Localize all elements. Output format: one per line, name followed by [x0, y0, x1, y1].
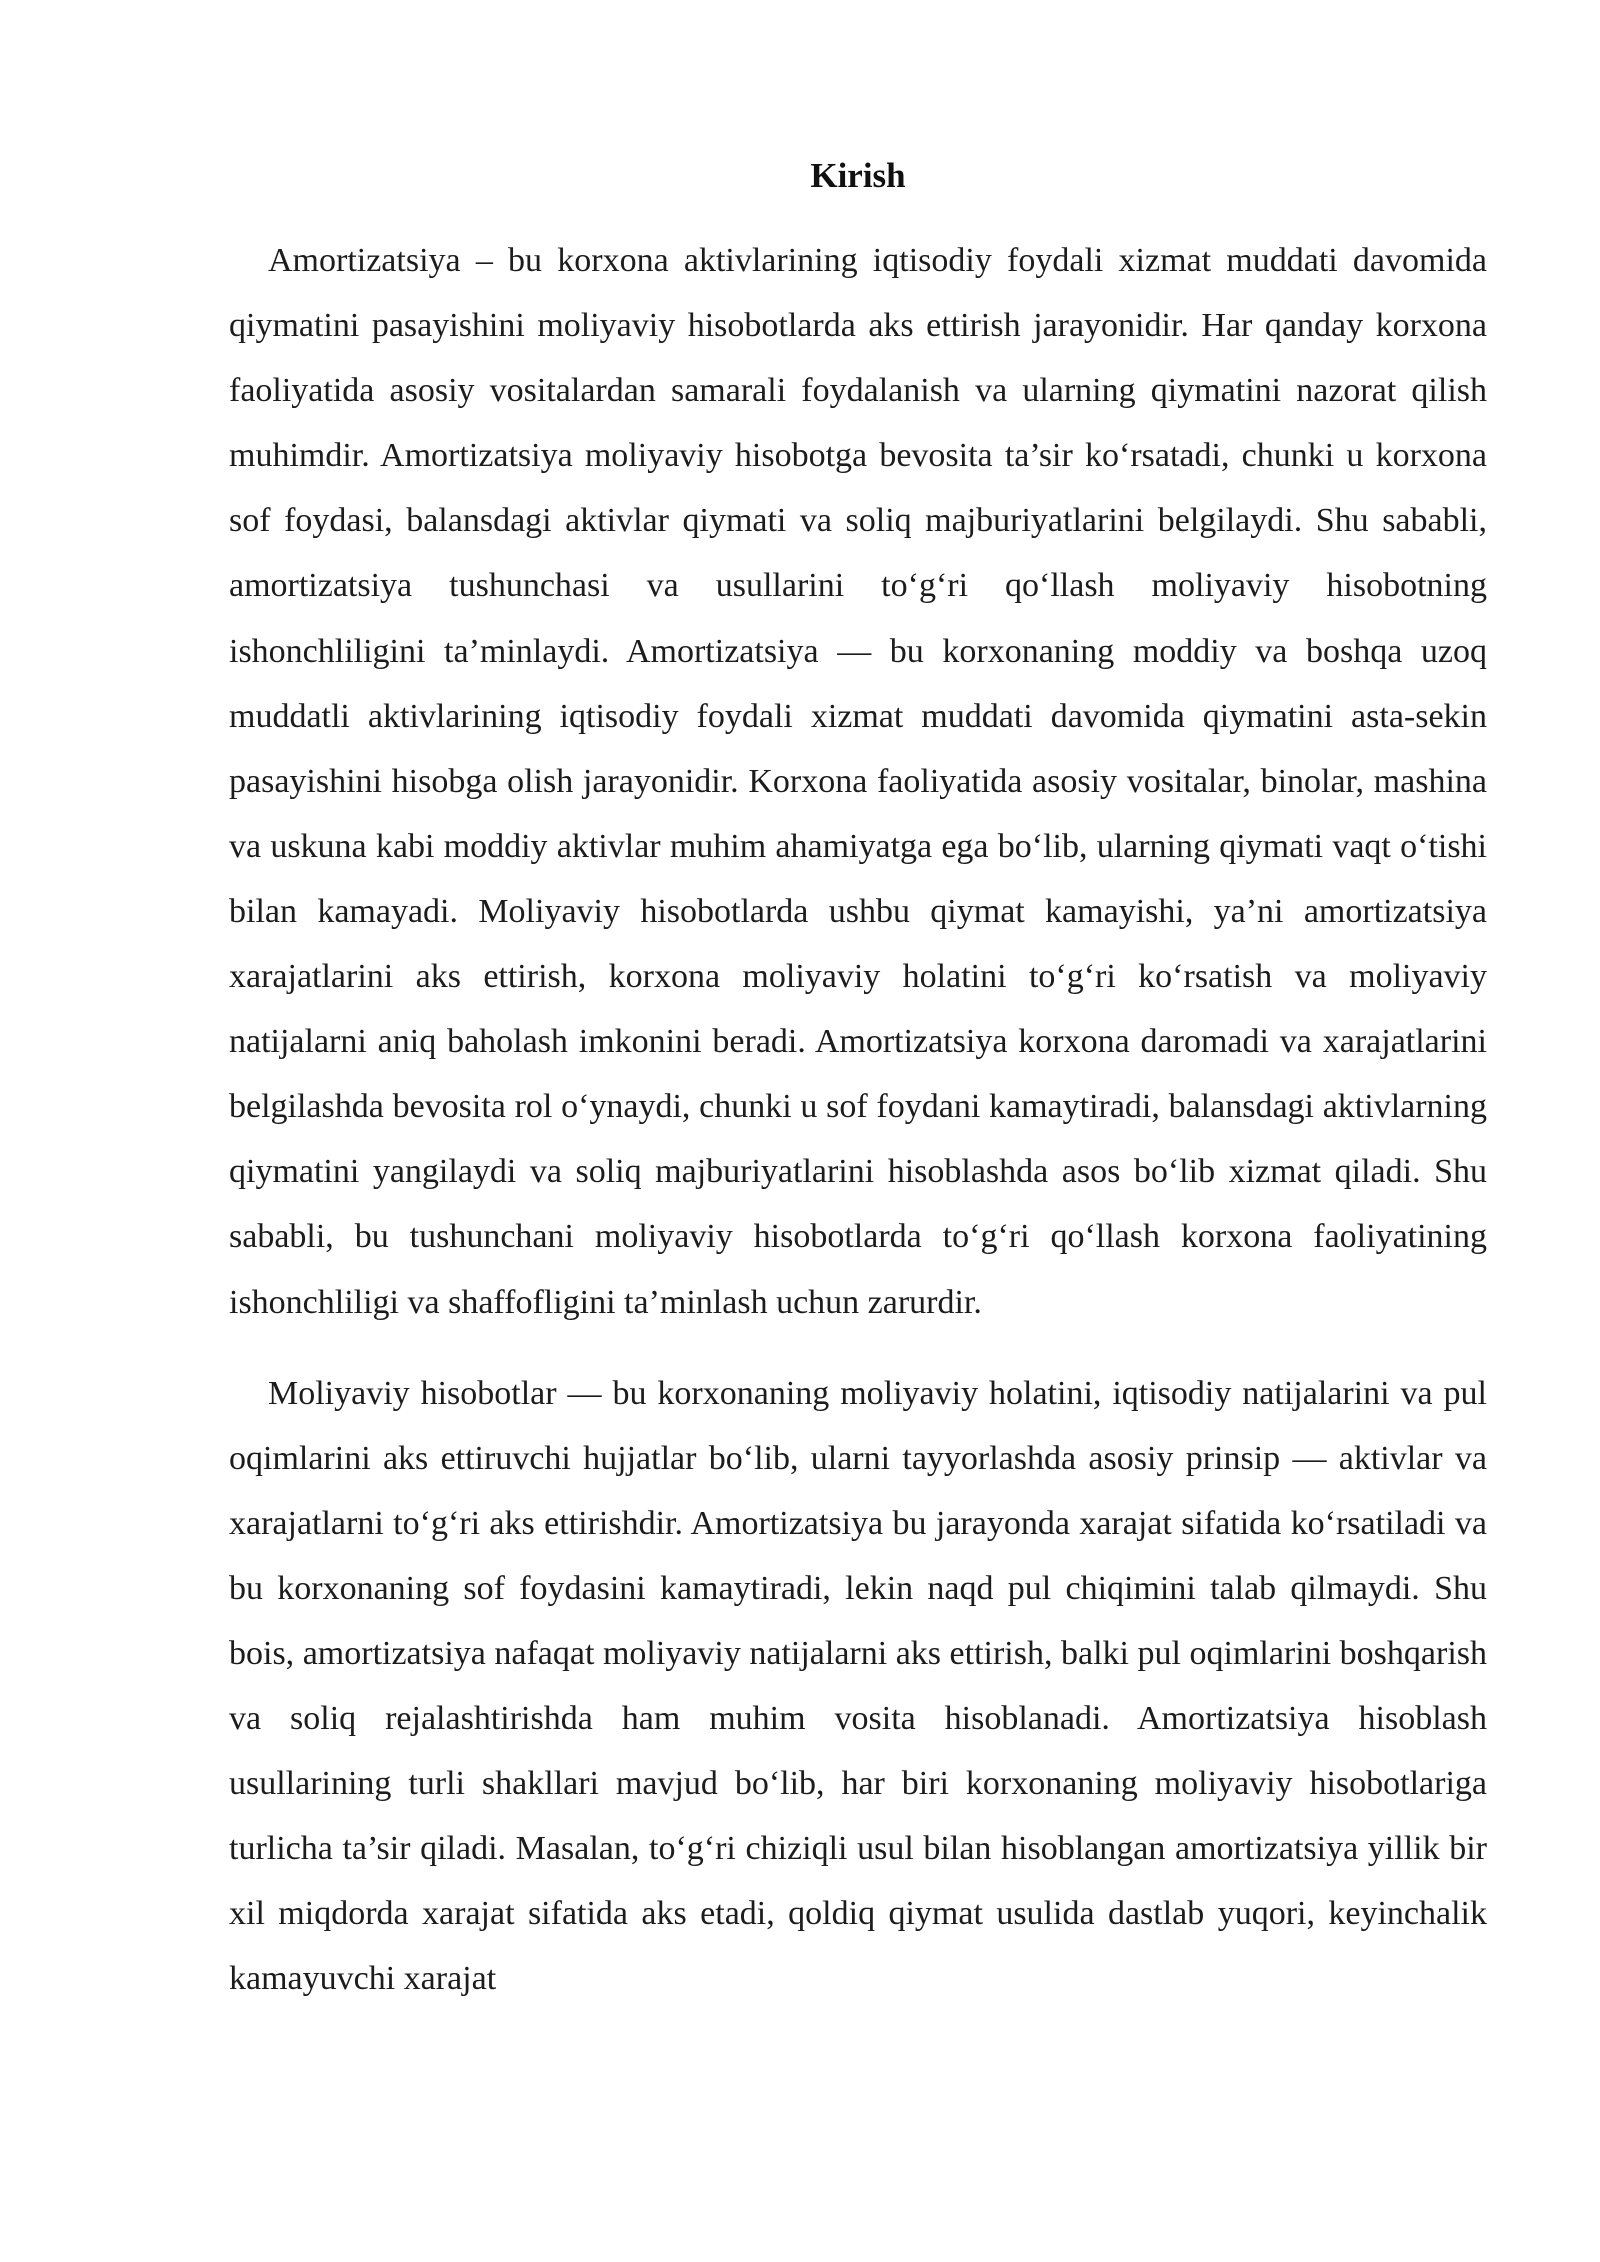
paragraph-2: Moliyaviy hisobotlar — bu korxonaning moliyaviy holatini, iqtisodiy natijalarini va pul oqimlarini aks ettiruvchi hujjatlar bo‘lib, ularni tayyorlashda asosiy prinsip — aktivlar va xarajatlarni to‘g‘ri aks ettirishdir. Amortizatsiya bu jarayonda xarajat sifatida ko‘rsatiladi va bu korxonaning sof foydasini kamaytiradi, lekin naqd pul chiqimini talab qilmaydi. Shu bois, amortizatsiya nafaqat moliyaviy natijalarni aks ettirish, balki pul oqimlarini boshqarish va soliq rejalashtirishda ham muhim vosita hisoblanadi. Amortizatsiya hisoblash usullarining turli shakllari mavjud bo‘lib, har biri korxonaning moliyaviy hisobotlariga turlicha ta’sir qiladi. Masalan, to‘g‘ri chiziqli usul bilan hisoblangan amortizatsiya yillik bir xil miqdorda xarajat sifatida aks etadi, qoldiq qiymat usulida dastlab yuqori, keyinchalik kamayuvchi xarajat — [229, 1374, 1487, 1998]
document-body — [229, 146, 1487, 2038]
page-title: Kirish — [810, 156, 906, 195]
paragraph-1: Amortizatsiya – bu korxona aktivlarining iqtisodiy foydali xizmat muddati davomida qiymatini pasayishini moliyaviy hisobotlarda aks ettirish jarayonidir. Har qanday korxona faoliyatida asosiy vositalardan samarali foydalanish va ularning qiymatini nazorat qilish muhimdir. Amortizatsiya moliyaviy hisobotga bevosita ta’sir ko‘rsatadi, chunki u korxona sof foydasi, balansdagi aktivlar qiymati va soliq majburiyatlarini belgilaydi. Shu sababli, amortizatsiya tushunchasi va usullarini to‘g‘ri qo‘llash moliyaviy hisobotning ishonchliligini ta’minlaydi. Amortizatsiya — bu korxonaning moddiy va boshqa uzoq muddatli aktivlarining iqtisodiy foydali xizmat muddati davomida qiymatini asta-sekin pasayishini hisobga olish jarayonidir. Korxona faoliyatida asosiy vositalar, binolar, mashina va uskuna kabi moddiy aktivlar muhim ahamiyatga ega bo‘lib, ularning qiymati vaqt o‘tishi bilan kamayadi. Moliyaviy hisobotlarda ushbu qiymat kamayishi, ya’ni amortizatsiya xarajatlarini aks ettirish, korxona moliyaviy holatini to‘g‘ri ko‘rsatish va moliyaviy natijalarni aniq baholash imkonini beradi. Amortizatsiya korxona daromadi va xarajatlarini belgilashda bevosita rol o‘ynaydi, chunki u sof foydani kamaytiradi, balansdagi aktivlarning qiymatini yangilaydi va soliq majburiyatlarini hisoblashda asos bo‘lib xizmat qiladi. Shu sababli, bu tushunchani moliyaviy hisobotlarda to‘g‘ri qo‘llash korxona faoliyatining ishonchliligi va shaffofligini ta’minlash uchun zarurdir. — [229, 242, 1487, 1321]
